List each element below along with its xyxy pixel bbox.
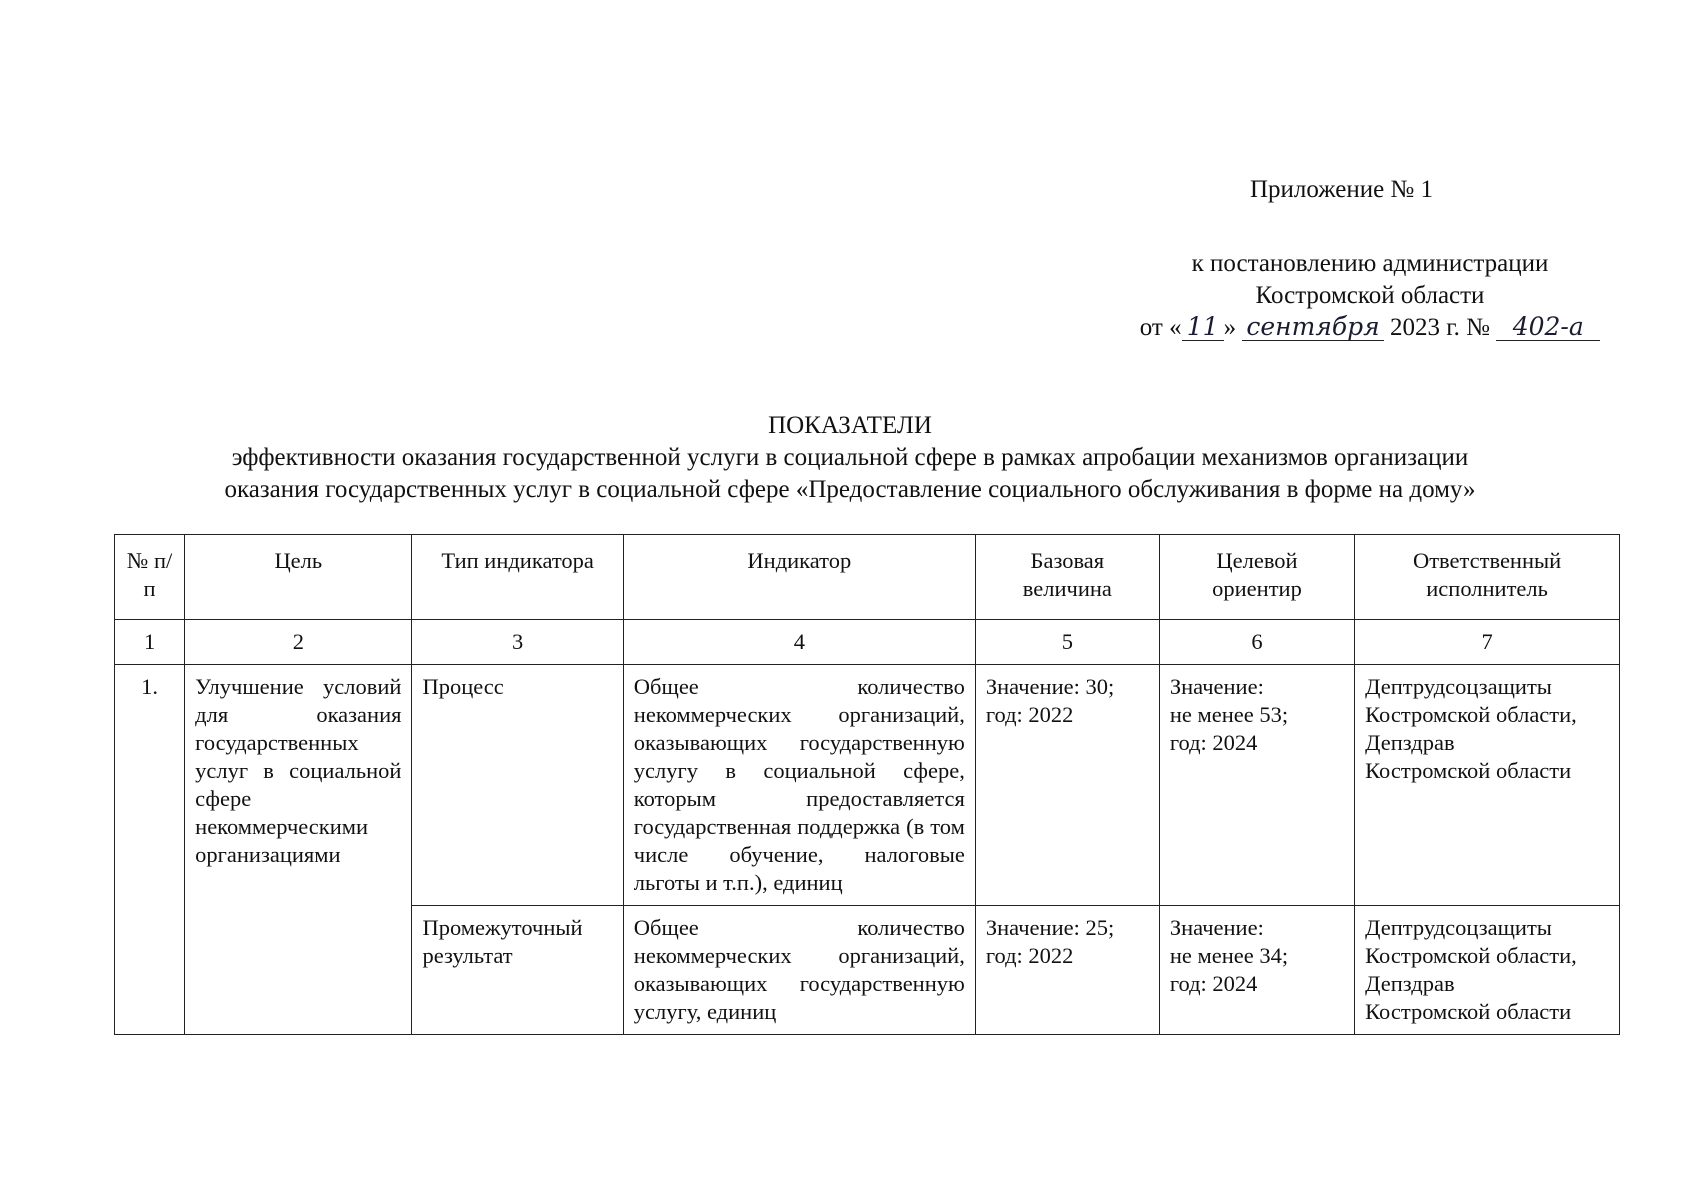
handwritten-month: сентября: [1242, 314, 1383, 341]
header-responsible: Ответственный исполнитель: [1355, 535, 1620, 620]
date-year: 2023 г. №: [1389, 314, 1490, 341]
table-row: [115, 665, 1620, 906]
base-year-line: год: 2022: [985, 702, 1074, 727]
heading-line-1: эффективности оказания государственной услуги в социальной сфере в рамках апробации механизмов организации: [231, 444, 1469, 471]
target-amount: не менее 34;: [1169, 943, 1289, 968]
responsible-line: Депздрав: [1365, 971, 1455, 996]
responsible-line: Депздрав: [1365, 730, 1455, 755]
base-value: [975, 665, 1159, 906]
indicator-type: Процесс: [412, 665, 623, 906]
handwritten-doc-number: 402-а: [1496, 314, 1600, 341]
base-year-line: год: 2022: [985, 943, 1074, 968]
indicator-text: Общее количество некоммерческих организаций, оказывающих государственную услугу в социальной сфере, которым предоставляется государственная поддержка (в том числе обучение, налоговые льготы и т.п.), единиц: [623, 665, 975, 906]
responsible-line: Дептрудсоцзащиты: [1365, 674, 1552, 699]
target-year: год: 2024: [1169, 730, 1258, 755]
header-indicator-type: Тип индикатора: [412, 535, 623, 620]
attachment-dateline: [1090, 312, 1650, 344]
base-value-line: Значение: 25;: [985, 915, 1115, 940]
goal-number: 1.: [115, 665, 185, 1035]
heading-line-2: оказания государственных услуг в социальной сфере «Предоставление социального обслуживания в форме на дому»: [224, 476, 1476, 503]
document-heading: [100, 410, 1600, 506]
header-goal: Цель: [185, 535, 412, 620]
date-prefix: от «: [1139, 314, 1182, 341]
responsible: [1355, 906, 1620, 1035]
column-number: 7: [1355, 620, 1620, 665]
column-number: 2: [185, 620, 412, 665]
target-year: год: 2024: [1169, 971, 1258, 996]
column-number: 6: [1159, 620, 1354, 665]
target-value: [1159, 665, 1354, 906]
responsible-line: Костромской области,: [1365, 943, 1577, 968]
attachment-line-2: Костромской области: [1255, 282, 1485, 309]
target-value: [1159, 906, 1354, 1035]
base-value-line: Значение: 30;: [985, 674, 1115, 699]
column-numbers-row: [115, 620, 1620, 665]
target-label: Значение:: [1169, 674, 1264, 699]
handwritten-day: 11: [1182, 314, 1224, 341]
header-target: Целевой ориентир: [1159, 535, 1354, 620]
date-mid: »: [1223, 314, 1237, 341]
table-header-row: [115, 535, 1620, 620]
column-number: 5: [975, 620, 1159, 665]
indicator-text: Общее количество некоммерческих организаций, оказывающих государственную услугу, единиц: [623, 906, 975, 1035]
indicators-table: [114, 534, 1620, 1035]
attachment-title: Приложение № 1: [1250, 176, 1434, 203]
header-indicator: Индикатор: [623, 535, 975, 620]
goal-text: Улучшение условий для оказания государственных услуг в социальной сфере некоммерческими организациями: [185, 665, 412, 1035]
responsible-line: Костромской области: [1365, 999, 1572, 1024]
column-number: 4: [623, 620, 975, 665]
responsible-line: Костромской области,: [1365, 702, 1577, 727]
base-value: [975, 906, 1159, 1035]
attachment-block: [1090, 248, 1650, 344]
header-base-value: Базовая величина: [975, 535, 1159, 620]
column-number: 3: [412, 620, 623, 665]
responsible-line: Дептрудсоцзащиты: [1365, 915, 1552, 940]
responsible-line: Костромской области: [1365, 758, 1572, 783]
column-number: 1: [115, 620, 185, 665]
target-label: Значение:: [1169, 915, 1264, 940]
responsible: [1355, 665, 1620, 906]
attachment-line-1: к постановлению администрации: [1191, 250, 1549, 277]
indicator-type: Промежуточный результат: [412, 906, 623, 1035]
header-number: № п/п: [115, 535, 185, 620]
target-amount: не менее 53;: [1169, 702, 1289, 727]
heading-title: ПОКАЗАТЕЛИ: [768, 412, 932, 439]
